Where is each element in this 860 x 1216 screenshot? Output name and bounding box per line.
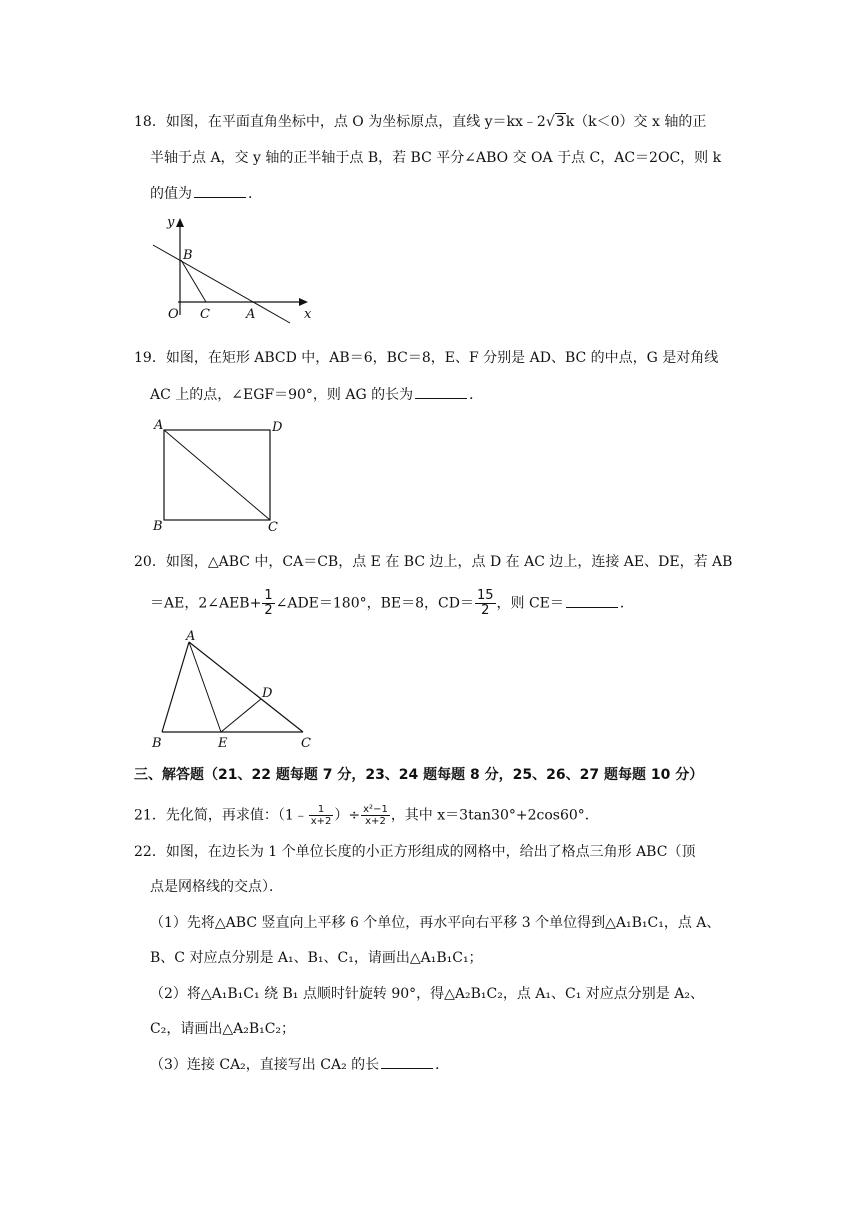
q22-period: ． — [435, 1057, 450, 1073]
segment-ae — [189, 642, 221, 732]
q22-line-2: 点是网格线的交点）． — [150, 879, 283, 895]
q21-text-a: 21．先化简，再求值：（1﹣ — [134, 807, 308, 824]
q19-line-2 — [150, 384, 483, 405]
fraction-numerator: 1 — [309, 804, 334, 816]
answer-blank[interactable] — [381, 1054, 433, 1069]
label-b: B — [153, 519, 163, 534]
label-o: O — [168, 307, 179, 322]
label-a: A — [246, 307, 256, 322]
q18-line-3 — [150, 183, 262, 204]
section-heading: 三、解答题（21、22 题每题 7 分，23、24 题每题 8 分，25、26、27 题每题 10 分） — [134, 767, 704, 783]
label-a: A — [186, 629, 196, 644]
q21-text-c: ，其中 x＝3tan30°+2cos60°． — [390, 807, 599, 824]
q19-line-1: 19．如图，在矩形 ABCD 中，AB＝6，BC＝8，E、F 分别是 AD、BC 的中点，G 是对角线 — [134, 350, 719, 366]
label-c: C — [200, 307, 210, 322]
fraction-denominator: x+2 — [365, 816, 386, 827]
q19-period: ． — [469, 387, 484, 403]
fraction-numerator: 15 — [476, 588, 494, 603]
q20-text-a: ＝AE，2∠AEB+ — [150, 595, 262, 612]
q20-text-c: ，则 CE＝ — [496, 595, 564, 612]
q20-line-2 — [150, 589, 634, 618]
q20-text-b: ∠ADE＝180°，BE＝8，CD＝ — [275, 595, 474, 612]
fraction-numerator: 1 — [264, 588, 273, 603]
q18-period: ． — [248, 186, 262, 202]
y-axis-arrow — [176, 218, 184, 227]
q22-part3-line — [150, 1054, 449, 1075]
segment-bc — [181, 260, 206, 302]
segment-ac — [189, 642, 303, 732]
q21-line — [134, 804, 599, 827]
sqrt-radicand: 3 — [555, 114, 565, 130]
q18-text-c: 的值为 — [150, 186, 192, 202]
q18-line-1 — [134, 112, 706, 132]
q19-figure — [148, 416, 293, 534]
fraction-denominator: x+2 — [310, 816, 332, 827]
q20-line-1: 20．如图，△ABC 中，CA＝CB，点 E 在 BC 边上，点 D 在 AC 边上，连接 AE、DE，若 AB — [134, 554, 733, 570]
answer-blank[interactable] — [194, 183, 246, 198]
q22-part1-line-2: B、C 对应点分别是 A₁、B₁、C₁，请画出△A₁B₁C₁； — [150, 950, 483, 966]
fraction-denominator: 2 — [264, 603, 273, 618]
answer-blank[interactable] — [415, 384, 467, 399]
q22-part2-line-1: （2）将△A₁B₁C₁ 绕 B₁ 点顺时针旋转 90°，得△A₂B₁C₂，点 A₁、C₁ 对应点分别是 A₂、 — [150, 986, 704, 1002]
fraction-one-half — [262, 589, 274, 618]
label-b: B — [152, 736, 162, 751]
q22-line-1: 22．如图，在边长为 1 个单位长度的小正方形组成的网格中，给出了格点三角形 ABC（顶 — [134, 844, 696, 860]
fraction-one-over-x-plus-2 — [309, 804, 334, 827]
label-b: B — [183, 248, 193, 263]
q22-part2-line-2: C₂，请画出△A₂B₁C₂； — [150, 1021, 296, 1037]
segment-ab — [162, 642, 189, 732]
label-d: D — [262, 686, 273, 701]
fraction-x2-minus-1-over-x-plus-2 — [361, 804, 390, 827]
label-c: C — [301, 736, 311, 751]
fraction-denominator: 2 — [481, 603, 490, 618]
segment-de — [221, 699, 261, 732]
label-d: D — [272, 420, 283, 435]
q22-part3-text: （3）连接 CA₂，直接写出 CA₂ 的长 — [150, 1057, 380, 1073]
q18-figure — [148, 210, 318, 330]
diagonal-ac — [164, 430, 270, 520]
q18-text-b: k（k＜0）交 x 轴的正 — [565, 114, 707, 130]
q22-part1-line-1: （1）先将△ABC 竖直向上平移 6 个单位，再水平向右平移 3 个单位得到△A₁B₁C₁，点 A、 — [150, 915, 721, 931]
x-axis-arrow — [299, 298, 308, 306]
q18-line-2: 半轴于点 A，交 y 轴的正半轴于点 B，若 BC 平分∠ABO 交 OA 于点 C，AC＝2OC，则 k — [150, 150, 722, 166]
label-c: C — [268, 520, 278, 534]
q21-text-b: ）÷ — [334, 807, 361, 824]
fraction-numerator: x²−1 — [363, 804, 388, 815]
fraction-fifteen-halves — [475, 589, 496, 618]
label-e: E — [218, 736, 228, 751]
q19-text: AC 上的点，∠EGF＝90°，则 AG 的长为 — [150, 387, 414, 403]
q20-period: ． — [619, 595, 634, 612]
label-a: A — [154, 418, 164, 433]
sqrt-symbol: √3 — [545, 114, 565, 130]
answer-blank[interactable] — [566, 593, 618, 608]
q18-text-a: 18．如图，在平面直角坐标中，点 O 为坐标原点，直线 y＝kx﹣2 — [134, 114, 546, 130]
label-y: y — [167, 215, 175, 230]
q20-figure — [148, 628, 323, 752]
label-x: x — [304, 307, 312, 322]
